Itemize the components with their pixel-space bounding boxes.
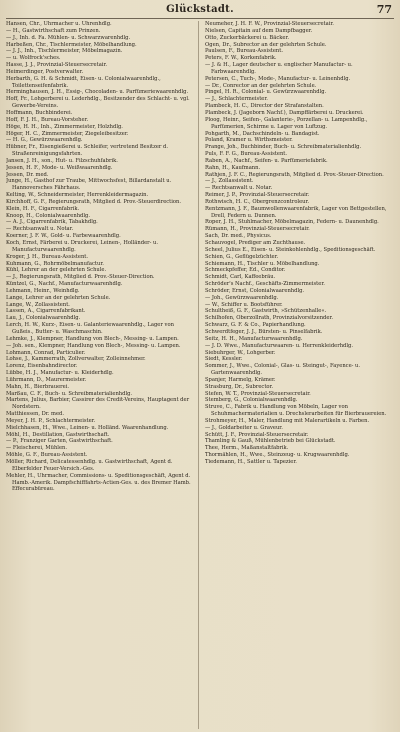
right-column (205, 21, 394, 729)
directory-entry: Harbeßen, Chr., Tischlermeister, Möbelhandlung. (6, 41, 137, 48)
directory-entry: — J. J., Inh., Tischlermeister, Möbelmagazin. (6, 48, 123, 55)
directory-entry: — J., Regierungsrath, Mitglied d. Prov.-Steuer-Direction. (6, 274, 155, 281)
directory-entry: Roper, J. H., Stuhlmacher, Möbelmagazin, Federn- u. Daunenhdlg. (205, 219, 379, 226)
directory-entry: Thamling & Gauß, Mühlenbetrieb bei Glückstadt. (205, 438, 336, 445)
directory-entry: Poland, Kramer u. Wirthsmeister. (205, 137, 293, 144)
directory-entry: Lerch, H. W., Kurz-, Eisen- u. Galanteriewaarenhdlg., Lager von Gußeis., Butter- u. Waschmaschin. (6, 322, 174, 335)
directory-entry: Lassen, A., Cigarrenfabrikant. (6, 308, 86, 315)
directory-entry: Schien, G., Geflügelzüchter. (205, 253, 279, 260)
directory-entry: — W., Schiffer u. Bootsführer. (205, 301, 283, 308)
directory-entry: Herbarth, G. H. & Schmidt, Eisen- u. Colonialwaarenhdlg., Toilettenseifenfabrik. (6, 75, 161, 89)
directory-entry: Kirchhoff, G. F., Regierungsrath, Mitglied d. Prov.-Steuerdirection. (6, 198, 182, 205)
directory-entry: — Dr., Conrector an der gelehrten Schule. (205, 82, 317, 89)
directory-entry: Jansen, J. H., son., Hut- u. Filzschuhfabrik. (6, 157, 118, 164)
directory-entry: Otto, Zuckerbäckerei u. Bäcker. (205, 34, 289, 41)
page-title: Glückstadt. (166, 4, 234, 15)
directory-entry: — H., Gastwirthschaft zum Prinzen. (6, 27, 101, 34)
directory-entry: Peters, F. W., Korkenfabrik. (205, 55, 277, 62)
directory-entry: Lübbe, H. J., Manufactur- u. Kleiderhdlg. (6, 370, 114, 377)
directory-entry: — H. G., Gewürzwaarenhdlg. (6, 137, 83, 144)
directory-columns (6, 21, 394, 729)
directory-entry: Kuhmann, G., Rohrmöbelmanufactur. (6, 260, 104, 267)
directory-entry: Struve, C., Fabrik u. Handlung von Möbeln, Lager von Schuhmachermaterialien u. Drechslerarbeiten für Bierbrauereien. (205, 404, 387, 418)
directory-entry: Sach, Dr. med., Physicus. (205, 233, 272, 240)
directory-entry: Rentzmann, J. F., Baumwollenwaarenfabrik, Lager von Bettgestellen, Drell, Federn u. Dunnen. (205, 205, 387, 219)
directory-entry: Nielsen, Capitain auf dem Dampfbagger. (205, 27, 313, 34)
directory-entry: Lehmann, Heinr., Weinhdlg. (6, 287, 80, 294)
directory-entry: Mahn, H., Bierbrauerei. (6, 383, 70, 390)
directory-entry: — A. J., Cigarrenfabrik, Tabakhdlg. (6, 219, 98, 226)
directory-entry: Mehler, H., Uhrmacher, Commissions- u. Speditionsgeschäft, Agent d. Hamb.-Amerik. Dampfschifffahrts-Actien-Ges. u. des Bremer Hamb. Effecurabüreau. (6, 472, 191, 493)
directory-entry: Möller, Richard, Delicatessenhdlg. u. Gastwirthschaft, Agent d. Elberfelder Feuer-Versich.-Ges. (6, 459, 173, 472)
directory-entry: Schiemann, H., Tischler u. Möbelhandlung. (205, 260, 320, 267)
directory-entry: Plambeck, H. C., Director der Strafanstalten. (205, 103, 324, 110)
directory-entry: Schütt, J. F., Provinzial-Steuersecretair. (205, 431, 309, 438)
directory-entry: Jessen, H. F., Mode- u. Weißwaarenhdlg. (6, 164, 113, 171)
directory-entry: Schmeckpfeffer, Ed., Conditor. (205, 267, 286, 274)
directory-entry: Ogen, Dr., Subrector an der gelehrten Schule. (205, 41, 327, 48)
directory-entry: Seitz, H. H., Manufacturwaarenhdlg. (205, 335, 303, 342)
directory-entry: Strasburg, Dr., Subrector. (205, 383, 274, 390)
directory-entry: Schröder's Nachf., Geschäfts-Zimmermeister. (205, 281, 325, 288)
directory-entry: Knoop, H., Colonialwaarenhdlg. (6, 212, 90, 219)
directory-entry: Rothwisch, H. C., Obergrenzcontroleur. (205, 198, 310, 205)
directory-entry: Schwarz, G. F. & Co., Papierhandlung. (205, 322, 306, 329)
directory-entry: Pingel, H. R., Colonial- u. Gewürzwaarenhdlg. (205, 89, 327, 96)
directory-entry: Prange, Joh., Buchbinder, Buch- u. Schreibmaterialienhdlg. (205, 144, 362, 151)
directory-entry: Möhl, H., Destillation, Gastwirthschaft. (6, 431, 110, 438)
directory-entry: Thee, Herm., Maßanstaltfabrik. (205, 445, 289, 452)
directory-entry: Ploog, Heinr., Seifen-, Galanterie-, Porzellan- u. Lampenhdlg., Parfümerien, Schirme u. Lager von Luftzug. (205, 116, 368, 130)
directory-entry: Puls, F. F. G., Bureau-Assistent. (205, 151, 288, 158)
directory-entry: Möhle, G. F., Bureau-Assistent. (6, 452, 88, 459)
directory-entry: Thormählen, H., Wwe., Steinzeug- u. Krugwaarenhdlg. (205, 452, 350, 459)
directory-entry: Stemberg, G., Colonialwaarenhdlg. (205, 397, 298, 404)
directory-entry: Paulsen, F., Bureau-Assistent. (205, 48, 283, 55)
directory-entry: Lührmann, D., Maurermeister. (6, 376, 87, 383)
directory-entry: Hoffmann, Buchbinderei. (6, 109, 73, 116)
directory-entry: — Rechtsanwalt u. Notar. (205, 185, 273, 192)
directory-entry: Koch, Ernst, Färberei u. Druckerei, Leinen-, Holländer- u. Manufacturwaarenhdlg. (6, 240, 159, 253)
directory-entry: Pohgarth, M., Dachschindeln- u. Bandagist. (205, 130, 320, 137)
directory-entry: Hasse, J. J., Provinzial-Steuersecretair. (6, 62, 108, 69)
directory-entry: Sommer, J., Wwe., Colonial-, Glas- u. Steingut-, Fayence- u. Gartenwaarenhdlg. (205, 363, 361, 377)
directory-entry: Rümann, H., Provinzial-Steuersecretair. (205, 226, 310, 233)
directory-entry: — u. Wolfrock'sches. (6, 55, 61, 62)
directory-entry: — J. D. Wwe., Manufacturwaaren- u. Herrenkleiderhdlg. (205, 342, 353, 349)
directory-entry: Mielchhasen, H., Wwe., Leinen- u. Holländ. Waarenhandlung. (6, 424, 169, 431)
directory-entry: Matthiessen, Dr. med. (6, 411, 65, 418)
directory-entry: Rathjen, J. F. C., Regierungsrath, Mitglied d. Prov.-Steuer-Direction. (205, 171, 384, 178)
directory-entry: — Fleischerei, Mühlen. (6, 445, 68, 452)
directory-entry: Jessen, Dr. med. (6, 171, 49, 178)
directory-entry: — J., Zollassistent. (205, 178, 254, 185)
directory-entry: — J., Inh. d. Fa. Mühlen- u. Schwarzwarenhdlg. (6, 34, 131, 41)
page-number: 77 (376, 3, 392, 16)
directory-entry: Siebuhrger, W., Lohgerber. (205, 349, 276, 356)
directory-entry: — P., Franziger Garten, Gastwirthschaft. (6, 438, 113, 445)
directory-entry: Neumeher, J. H. F. W., Provinzial-Steuersecretair. (205, 21, 334, 27)
directory-entry: Strohmeyer, H., Maler, Handlung mit Malerartikeln u. Farben. (205, 417, 370, 424)
directory-entry: — Rechtsanwalt u. Notar. (6, 226, 74, 233)
directory-entry: — J., Schlachtermeister. (205, 96, 268, 103)
directory-entry: Schröder, Ernst, Colonialwaarenhdlg. (205, 287, 305, 294)
directory-entry: Kühl, Lehrer an der gelehrten Schule. (6, 267, 107, 274)
directory-entry: Schauvogel, Prediger am Zuchthause. (205, 240, 306, 246)
directory-entry: Höger, H. C., Zimmermeister, Ziegeleibesitzer. (6, 130, 129, 137)
directory-entry: Hansen, Chr., Uhrmacher u. Uhrenhdlg. (6, 21, 112, 27)
directory-entry: Rahn, H., Kaufmann. (205, 164, 261, 171)
directory-entry: — J., Goldarbeiter u. Graveur. (205, 424, 283, 431)
directory-entry: Kroger, J. H., Bureau-Assistent. (6, 253, 89, 260)
page-header (6, 4, 394, 19)
directory-entry: Klein, H. F., Cigarrenfabrik. (6, 205, 80, 212)
directory-entry: Höge, H. H., Inh., Zimmermeister, Holzhdlg. (6, 123, 123, 130)
directory-entry: Tiedemann, H., Sattler u. Tapezier. (205, 459, 297, 465)
directory-entry: Reimer, J. P., Provinzial-Steuersecretair. (205, 192, 310, 199)
directory-entry: — J. & H., Lager deutscher u. englischer Manufactur- u. Farbwaarenhdlg. (205, 62, 353, 75)
directory-entry: Spanjer, Harmelg, Krämer. (205, 376, 276, 383)
directory-entry: Lange, Lehrer an der gelehrten Schule. (6, 294, 111, 301)
directory-entry: Hoff, Fr., Lohgerberei u. Lederhdlg., Besitzender des Schlacht- u. vgl. Gewerbe-Vereins. (6, 96, 190, 110)
directory-entry: Lorenz, Eisenbahndirector. (6, 363, 78, 370)
directory-entry: Schultheiß, G. F., Gastwirth, »Schützenhalle«. (205, 308, 327, 315)
directory-entry: Lange, W., Zollassistent. (6, 301, 70, 308)
directory-entry: Koerner, J. F. W., Gold- u. Farbewaarenhdlg. (6, 233, 121, 240)
directory-entry: Scheel, Julius E., Eisen- u. Steinkohlenhdlg., Speditionsgeschäft. (205, 246, 376, 253)
directory-entry: Marßau, C. F., Buch- u. Schreibmaterialienhdlg. (6, 390, 133, 397)
directory-entry: Küntzel, G., Nachf., Manufacturwaarenhdlg. (6, 281, 123, 288)
directory-entry: Schmidt, Carl, Kaffeebräu. (205, 274, 276, 281)
directory-entry: Lohmann, Conrad, Particulier. (6, 349, 86, 356)
directory-entry: Lohse, J., Kammerrath, Zollverwalter, Zolleinnehmer. (6, 356, 146, 363)
directory-entry: Raben, A., Nachf., Seifen- u. Parfümeriefabrik. (205, 157, 328, 164)
directory-entry: Schwerdtfeger, J. J., Bürsten- u. Pinselfabrik. (205, 328, 323, 335)
directory-entry: Herminghausen, J. H., Essig-, Chocoladen- u. Parfümeriewaarenhdlg. (6, 89, 189, 96)
left-column (6, 21, 199, 729)
directory-entry: Kelting, W., Schneidermeister, Herrenkleidermagazin. (6, 192, 149, 199)
directory-entry: Petersen, C., Tuch-, Mode-, Manufactur- u. Leinenhdlg. (205, 75, 351, 82)
directory-entry: Meyer, J. H. P., Schlachtermeister. (6, 417, 96, 424)
directory-entry: — Joh. sen., Klempner, Handlung von Blech-, Messing- u. Lampen. (6, 342, 181, 349)
directory-entry: Martens, Julius, Barbier, Cassirer des Credit-Vereins, Hauptagent der Nordstern. (6, 397, 190, 411)
directory-entry: Schilhofen, Oberzollrath, Provinzialvorsitzender. (205, 315, 334, 322)
directory-entry: Stefen, W. T., Provinzial-Steuersecretair. (205, 390, 311, 397)
directory-entry: Siedt, Kessler. (205, 356, 243, 363)
directory-entry: Lehmke, J., Klempner, Handlung von Blech-, Messing- u. Lampen. (6, 335, 179, 342)
directory-entry: Junge, H., Gasthof zur Traube, Mittwochsfest, Billardanstalt u. Hannoversches Fährhaus. (6, 178, 172, 192)
directory-entry: Hoff, F. J. H., Bureau-Vorsteher. (6, 116, 89, 123)
directory-entry: Plambeck, J. (Jageborn Nachf.), Dampffärberei u. Druckerei. (205, 109, 364, 116)
directory-entry: Heimerdinger, Postverwalter. (6, 68, 84, 75)
directory-entry: Hübner, Fr., Eisengießerei u. Schleifer, vertretend Besitzer d. Straßenreinigungsfahrten. (6, 144, 169, 158)
directory-entry: Lau, J., Colonialwaarenhdlg. (6, 315, 81, 322)
directory-entry: — Joh., Gewürzwaarenhdlg. (205, 294, 279, 301)
